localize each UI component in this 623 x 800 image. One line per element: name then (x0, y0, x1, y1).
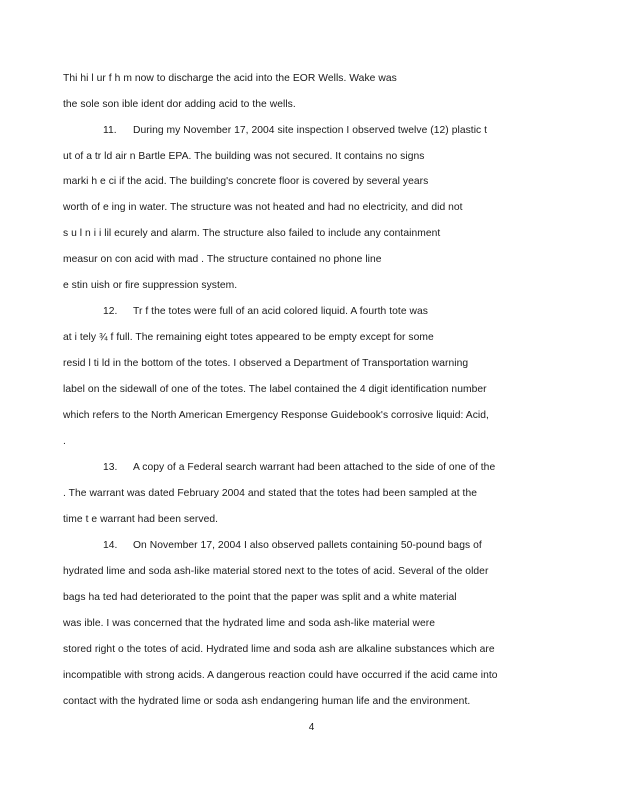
paragraph-number: 12. (103, 306, 118, 317)
text-line: incompatible with strong acids. A dangerous reaction could have occurred if the acid came into (63, 670, 498, 681)
text-line: contact with the hydrated lime or soda ash endangering human life and the environment. (63, 696, 471, 707)
paragraph-number: 13. (103, 462, 118, 473)
text-line: On November 17, 2004 I also observed pallets containing 50-pound bags of (133, 540, 482, 551)
text-line: time t e warrant had been served. (63, 514, 219, 525)
text-line: Thi hi l ur f h m now to discharge the acid into the EOR Wells. Wake was (63, 73, 397, 84)
text-line: A copy of a Federal search warrant had been attached to the side of one of the (133, 462, 496, 473)
paragraph-12-first-line (103, 306, 428, 317)
text-line: bags ha ted had deteriorated to the point that the paper was split and a white material (63, 592, 457, 603)
text-line: hydrated lime and soda ash-like material stored next to the totes of acid. Several of the older (63, 566, 489, 577)
text-line: label on the sidewall of one of the totes. The label contained the 4 digit identification number (63, 384, 487, 395)
paragraph-13-first-line (103, 462, 495, 473)
text-line: which refers to the North American Emergency Response Guidebook's corrosive liquid: Acid, (63, 410, 489, 421)
text-line: marki h e ci if the acid. The building's concrete floor is covered by several years (63, 176, 429, 187)
text-line: stored right o the totes of acid. Hydrated lime and soda ash are alkaline substances which are (63, 644, 495, 655)
paragraph-11-first-line (103, 125, 487, 136)
text-line: . (63, 436, 66, 447)
paragraph-number: 14. (103, 540, 118, 551)
text-line: the sole son ible ident dor adding acid to the wells. (63, 99, 296, 110)
page-number: 4 (308, 722, 315, 733)
text-line: was ible. I was concerned that the hydrated lime and soda ash-like material were (63, 618, 436, 629)
text-line: measur on con acid with mad . The structure contained no phone line (63, 254, 382, 265)
paragraph-14-first-line (103, 540, 482, 551)
text-line: ut of a tr ld air n Bartle EPA. The building was not secured. It contains no signs (63, 151, 425, 162)
text-line: e stin uish or fire suppression system. (63, 280, 238, 291)
text-line: During my November 17, 2004 site inspection I observed twelve (12) plastic t (133, 125, 488, 136)
text-line: resid l ti ld in the bottom of the totes. I observed a Department of Transportation warning (63, 358, 469, 369)
paragraph-number: 11. (103, 125, 117, 136)
text-line: . The warrant was dated February 2004 and stated that the totes had been sampled at the (63, 488, 478, 499)
text-line: worth of e ing in water. The structure was not heated and had no electricity, and did not (63, 202, 463, 213)
text-line: at i tely ¾ f full. The remaining eight totes appeared to be empty except for some (63, 332, 434, 343)
text-line: Tr f the totes were full of an acid colored liquid. A fourth tote was (133, 306, 428, 317)
text-line: s u l n i i lil ecurely and alarm. The structure also failed to include any containment (63, 228, 441, 239)
